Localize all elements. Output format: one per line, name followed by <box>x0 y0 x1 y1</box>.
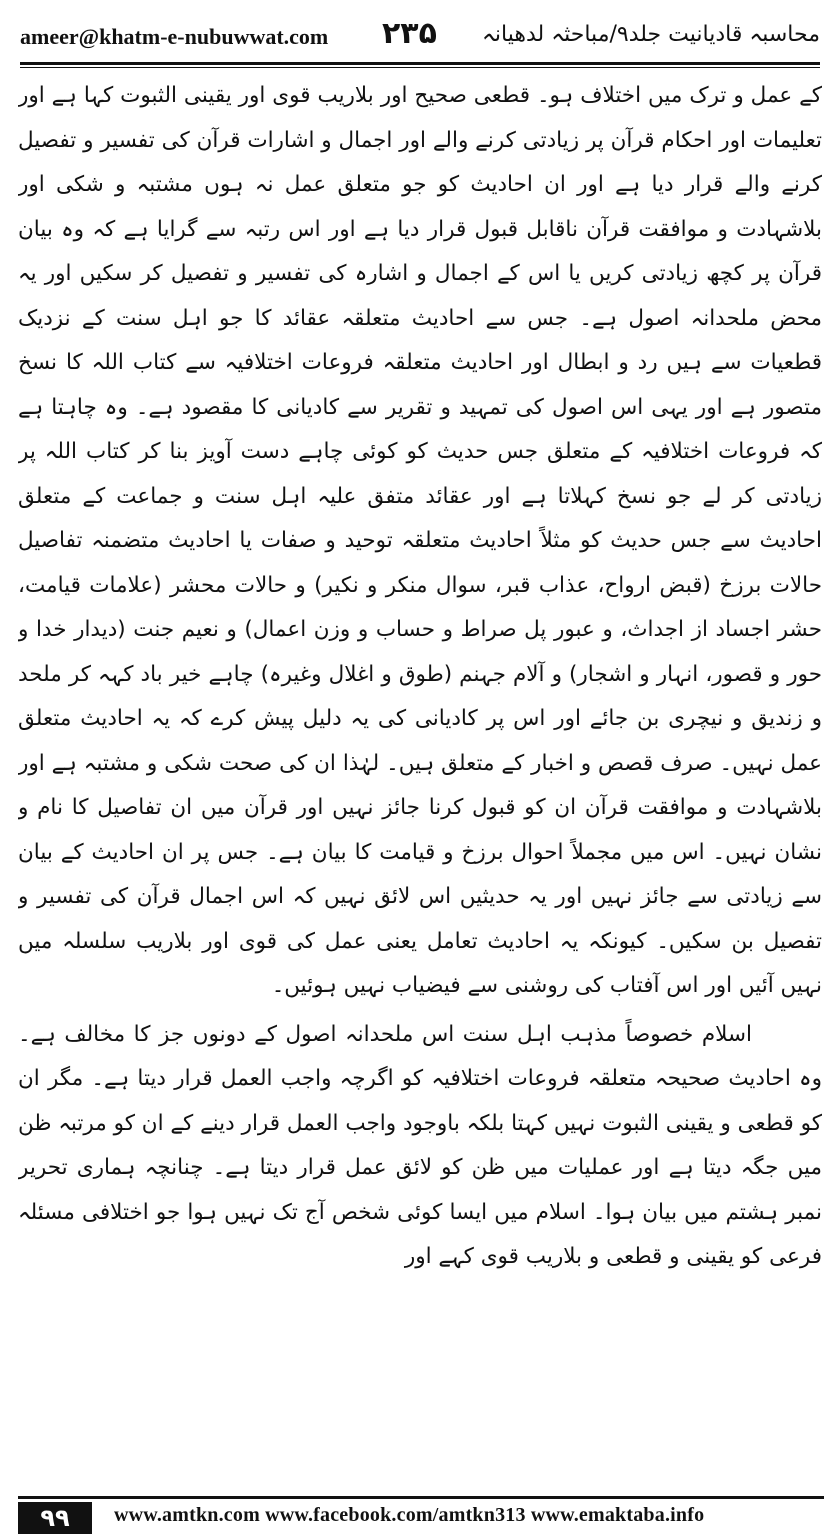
page-header <box>20 14 820 64</box>
footer-page-number: ۹۹ <box>18 1502 92 1534</box>
paragraph: اسلام خصوصاً مذہب اہل سنت اس ملحدانہ اصول کے دونوں جز کا مخالف ہے۔ وہ احادیث صحیحہ متعلقہ فروعات اختلافیہ کو اگرچہ واجب العمل قرار دیتا ہے۔ مگر ان کو قطعی و یقینی الثبوت نہیں کہتا بلکہ باوجود واجب العمل قرار دینے کے ان کو مرتبہ ظن میں جگہ دیتا ہے اور عملیات میں ظن کو لائق عمل قرار دیتا ہے۔ چنانچہ ہماری تحریر نمبر ہشتم میں بیان ہوا۔ اسلام میں ایسا کوئی شخص آج تک نہیں ہوا جو اختلافی مسئلہ فرعی کو یقینی و قطعی و بلاریب قوی کہے اور <box>18 1021 822 1269</box>
header-page-number: ۲۳۵ <box>382 16 437 51</box>
header-book-title: محاسبہ قادیانیت جلد۹/مباحثہ لدھیانہ <box>482 22 820 47</box>
header-email: ameer@khatm-e-nubuwwat.com <box>20 24 329 49</box>
paragraph: کے عمل و ترک میں اختلاف ہو۔ قطعی صحیح اور بلاریب قوی اور یقینی الثبوت کہا ہے اور تعلیمات اور احکام قرآن پر زیادتی کرنے والے اور اجمال و اشارات قرآن کی تفسیر و تفصیل کرنے والے قرار دیا ہے اور ان احادیث کو جو متعلق عمل نہ ہوں مشتبہ و شکی اور بلاشہادت و موافقت قرآن ناقابل قبول قرار دیا ہے اور اس رتبہ سے گرایا ہے کہ وہ بیان قرآن پر کچھ زیادتی کریں یا اس کے اجمال و اشارہ کی تفسیر و تفصیل کر سکیں اور یہ محض ملحدانہ اصول ہے۔ جس سے احادیث متعلقہ عقائد کا جو اہل سنت کے نزدیک قطعیات سے ہیں رد و ابطال اور احادیث متعلقہ فروعات اختلافیہ سے کتاب اللہ کا نسخ متصور ہے اور یہی اس اصول کی تمہید و تقریر سے کادیانی کا مقصود ہے۔ وہ چاہتا ہے کہ فروعات اختلافیہ کے متعلق جس حدیث کو کوئی چاہے دست آویز بنا کر کتاب اللہ پر زیادتی کر لے جو نسخ کہلاتا ہے اور عقائد متفق علیہ اہل سنت و جماعت کے متعلق احادیث سے جس حدیث کو مثلاً احادیث متعلقہ توحید و صفات یا احادیث متضمنہ تفاصیل حالات برزخ (قبض ارواح، عذاب قبر، سوال منکر و نکیر) و حالات محشر (علامات قیامت، حشر اجساد از اجداث، و عبور پل صراط و حساب و وزن اعمال) و نعیم جنت (دیدار خدا و حور و قصور، انہار و اشجار) و آلام جہنم (طوق و اغلال وغیرہ) چاہے خیر باد کہہ کر ملحد و زندیق و نیچری بن جائے اور اس پر کادیانی کی یہ دلیل پیش کرے کہ یہ احادیث متعلق عمل نہیں۔ صرف قصص و اخبار کے متعلق ہیں۔ لہٰذا ان کی صحت شکی و مشتبہ ہے اور بلاشہادت و موافقت قرآن ان کو قبول کرنا جائز نہیں اور قرآن میں ان تفاصیل کا نام و نشان نہیں۔ اس میں مجملاً احوال برزخ و قیامت کا بیان ہے۔ جس پر ان احادیث کے بیان سے زیادتی سے جائز نہیں اور یہ حدیثیں اس لائق نہیں کہ اس اجمال قرآن کی تفسیر و تفصیل بن سکیں۔ کیونکہ یہ احادیث تعامل یعنی عمل کی قوی اور بلاریب سلسلہ میں نہیں آئیں اور اس آفتاب کی روشنی سے فیضیاب نہیں ہوئیں۔ <box>18 83 822 998</box>
header-divider <box>20 62 820 65</box>
footer-divider <box>18 1496 824 1499</box>
page-footer <box>18 1496 824 1536</box>
header-divider-thin <box>20 67 820 68</box>
footer-website-links: www.amtkn.com www.facebook.com/amtkn313 www.emaktaba.info <box>114 1504 705 1526</box>
body-text <box>18 74 822 1484</box>
